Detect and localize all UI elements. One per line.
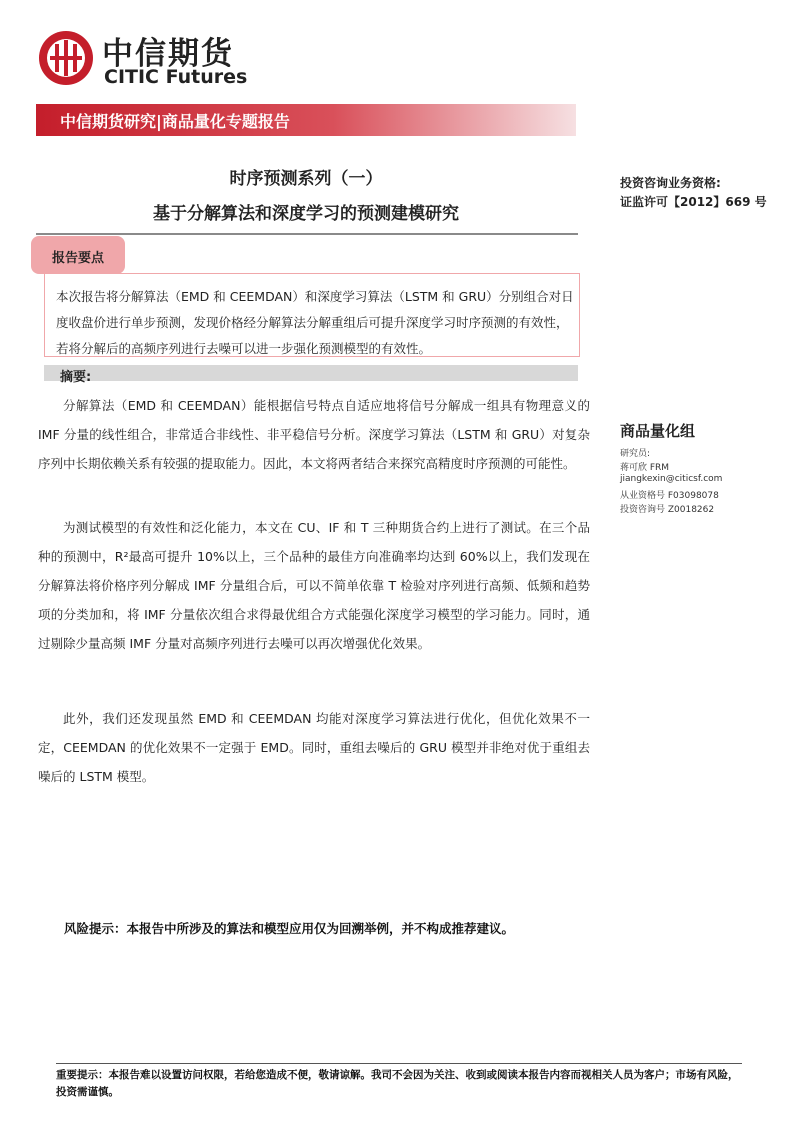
analyst-email[interactable]: jiangkexin@citicsf.com — [620, 474, 723, 484]
citic-logo-icon — [38, 30, 94, 86]
footer-divider — [56, 1063, 742, 1064]
banner-title: 中信期货研究|商品量化专题报告 — [60, 112, 290, 131]
footer-disclaimer: 重要提示：本报告难以设置访问权限，若给您造成不便，敬请谅解。我司不会因为关注、收到或阅读本报告内容而视相关人员为客户；市场有风险，投资需谨慎。 — [56, 1069, 739, 1098]
analyst-name: 蒋可欣 FRM — [620, 463, 670, 473]
abstract-paragraph-2: 为测试模型的有效性和泛化能力，本文在 CU、IF 和 T 三种期货合约上进行了测试。在三个品种的预测中，R²最高可提升 10%以上，三个品种的最佳方向准确率均达到 60%以上，我们发现在分解算法将价格序列分解成 IMF 分量组合后，可以不简单依靠 T 检验对序列进行高频、低频和趋势项的分类加和，将 IMF 分量依次组合求得最优组合方式能强化深度学习模型的学习能力。同时，通过剔除少量高频 IMF 分量对高频序列进行去噪可以再次增强优化效果。 — [38, 520, 590, 651]
key-points-label: 报告要点 — [51, 251, 104, 266]
key-points-text: 本次报告将分解算法（EMD 和 CEEMDAN）和深度学习算法（LSTM 和 GRU）分别组合对日度收盘价进行单步预测，发现价格经分解算法分解重组后可提升深度学习时序预测的有效性，若将分解后的高频序列进行去噪可以进一步强化预测模型的有效性。 — [56, 289, 574, 356]
qualification-license: 证监许可【2012】669 号 — [620, 195, 767, 209]
abstract-paragraph-1: 分解算法（EMD 和 CEEMDAN）能根据信号特点自适应地将信号分解成一组具有物理意义的 IMF 分量的线性组合，非常适合非线性、非平稳信号分析。深度学习算法（LSTM 和 GRU）对复杂序列中长期依赖关系有较强的提取能力。因此，本文将两者结合来探究高精度时序预测的可能性。 — [38, 398, 590, 471]
brand-name-en: CITIC Futures — [104, 66, 248, 88]
analyst-license-consult: 投资咨询号 Z0018262 — [620, 505, 715, 515]
abstract-header-bar — [44, 365, 578, 381]
title-divider — [36, 233, 578, 235]
report-title-series: 时序预测系列（一） — [229, 169, 383, 189]
brand-name-cn: 中信期货 — [102, 36, 234, 72]
report-title-main: 基于分解算法和深度学习的预测建模研究 — [153, 204, 459, 224]
analyst-role: 研究员: — [620, 449, 651, 459]
analyst-license-practice: 从业资格号 F03098078 — [620, 491, 719, 501]
risk-warning: 风险提示：本报告中所涉及的算法和模型应用仅为回溯举例，并不构成推荐建议。 — [64, 921, 515, 936]
abstract-paragraph-3: 此外，我们还发现虽然 EMD 和 CEEMDAN 均能对深度学习算法进行优化，但优化效果不一定，CEEMDAN 的优化效果不一定强于 EMD。同时，重组去噪后的 GRU 模型并非绝对优于重组去噪后的 LSTM 模型。 — [38, 711, 590, 784]
team-group-title: 商品量化组 — [620, 422, 696, 440]
abstract-label: 摘要: — [60, 370, 92, 385]
qualification-label: 投资咨询业务资格: — [620, 176, 721, 190]
